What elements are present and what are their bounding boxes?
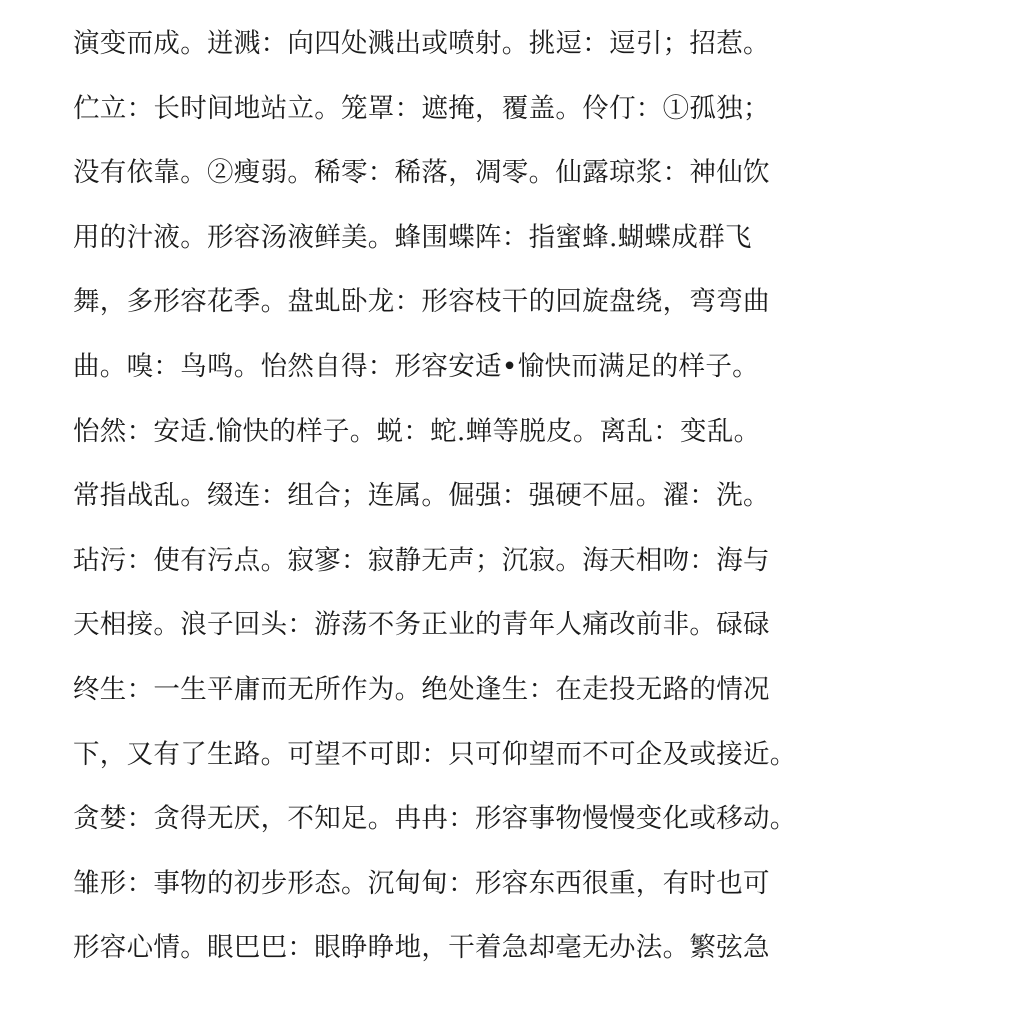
text-line-8: 常指战乱。缀连：组合；连属。倔强：强硬不屈。濯：洗。 bbox=[73, 480, 770, 512]
text-line-12: 下，又有了生路。可望不可即：只可仰望而不可企及或接近。 bbox=[73, 738, 797, 770]
text-line-7: 怡然：安适.愉快的样子。蜕：蛇.蝉等脱皮。离乱：变乱。 bbox=[73, 415, 761, 447]
vocabulary-text-block bbox=[73, 12, 833, 981]
text-line-1: 演变而成。迸溅：向四处溅出或喷射。挑逗：逗引；招惹。 bbox=[73, 28, 770, 59]
text-line-10: 天相接。浪子回头：游荡不务正业的青年人痛改前非。碌碌 bbox=[73, 609, 770, 641]
text-line-15: 形容心情。眼巴巴：眼睁睁地，干着急却毫无办法。繁弦急 bbox=[73, 932, 770, 964]
text-line-9: 玷污：使有污点。寂寥：寂静无声；沉寂。海天相吻：海与 bbox=[73, 544, 770, 576]
text-line-14: 雏形：事物的初步形态。沉甸甸：形容东西很重，有时也可 bbox=[73, 867, 770, 899]
text-line-3: 没有依靠。②瘦弱。稀零：稀落，凋零。仙露琼浆：神仙饮 bbox=[73, 157, 770, 189]
text-line-6: 曲。嗅：鸟鸣。怡然自得：形容安适•愉快而满足的样子。 bbox=[73, 350, 759, 382]
text-line-11: 终生：一生平庸而无所作为。绝处逢生：在走投无路的情况 bbox=[73, 673, 770, 705]
text-line-2: 伫立：长时间地站立。笼罩：遮掩，覆盖。伶仃：①孤独； bbox=[73, 92, 770, 124]
text-line-5: 舞，多形容花季。盘虬卧龙：形容枝干的回旋盘绕，弯弯曲 bbox=[73, 286, 770, 318]
text-line-13: 贪婪：贪得无厌，不知足。冉冉：形容事物慢慢变化或移动。 bbox=[73, 803, 797, 835]
text-line-4: 用的汁液。形容汤液鲜美。蜂围蝶阵：指蜜蜂.蝴蝶成群飞 bbox=[73, 221, 752, 253]
